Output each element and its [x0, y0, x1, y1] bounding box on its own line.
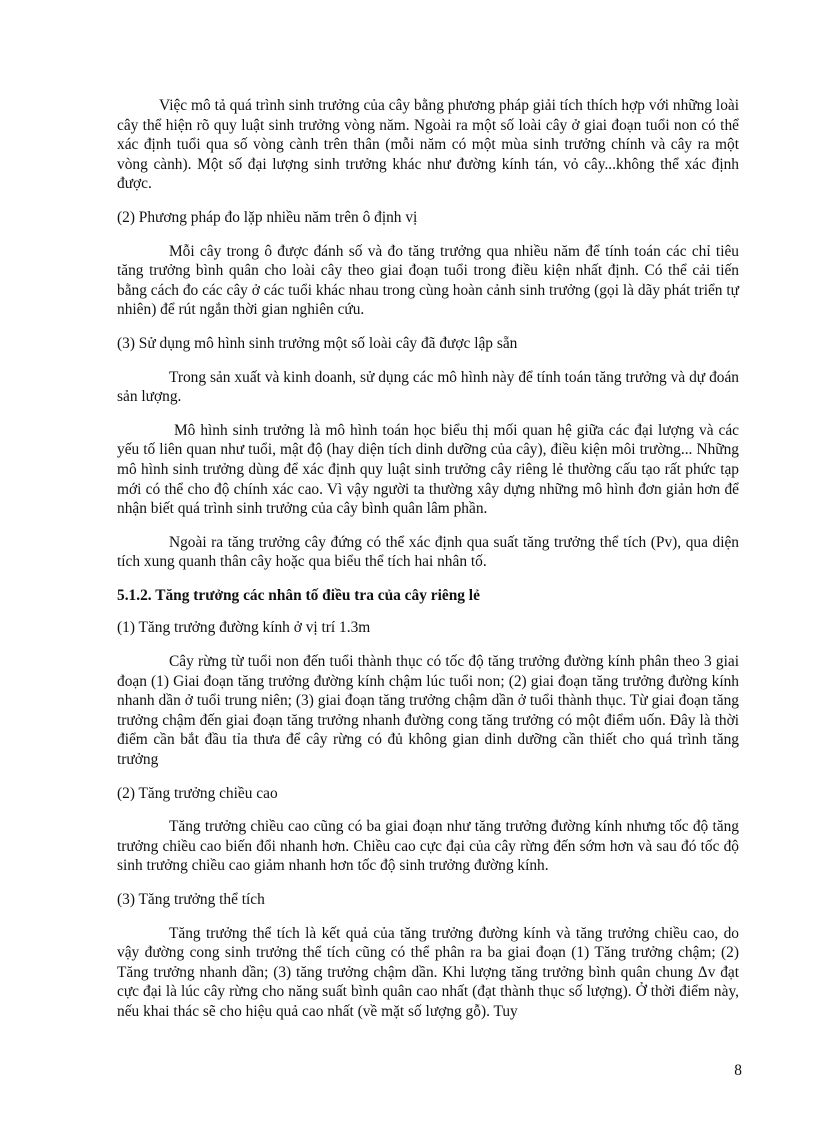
paragraph-repeated-measurement: Mỗi cây trong ô được đánh số và đo tăng trưởng qua nhiều năm để tính toán các chỉ tiêu tăng trưởng bình quân cho loài cây theo giai đoạn tuổi trong điều kiện nhất định. Có thể cải tiến bằng cách đo các cây ở các tuổi khác nhau trong cùng hoàn cảnh sinh trưởng (gọi là dãy phát triển tự nhiên) để rút ngắn thời gian nghiên cứu.	[117, 242, 739, 319]
paragraph-volume-growth: Tăng trưởng thể tích là kết quả của tăng trưởng đường kính và tăng trưởng chiều cao, do vậy đường cong sinh trưởng thể tích cũng có thể phân ra ba giai đoạn (1) Tăng trưởng chậm; (2) Tăng trưởng nhanh dần; (3) tăng trưởng chậm dần. Khi lượng tăng trưởng bình quân chung Δv đạt cực đại là lúc cây rừng cho năng suất bình quân cao nhất (đạt thành thục số lượng). Ở thời điểm này, nếu khai thác sẽ cho hiệu quả cao nhất (về mặt số lượng gỗ). Tuy	[117, 924, 739, 1020]
subheading-repeated-measurement: (2) Phương pháp đo lặp nhiều năm trên ô định vị	[117, 208, 418, 226]
subheading-diameter-growth: (1) Tăng trưởng đường kính ở vị trí 1.3m	[117, 619, 371, 637]
subheading-growth-models: (3) Sử dụng mô hình sinh trưởng một số loài cây đã được lập sẵn	[117, 334, 518, 352]
paragraph-volume-growth-rate: Ngoài ra tăng trưởng cây đứng có thể xác định qua suất tăng trưởng thể tích (Pv), qua diện tích xung quanh thân cây hoặc qua biểu thể tích hai nhân tố.	[117, 533, 739, 571]
section-heading-5-1-2: 5.1.2. Tăng trưởng các nhân tố điều tra của cây riêng lẻ	[117, 586, 480, 604]
page-content	[117, 96, 739, 1022]
paragraph-growth-model-definition: Mô hình sinh trưởng là mô hình toán học biểu thị mối quan hệ giữa các đại lượng và các yếu tố liên quan như tuổi, mật độ (hay diện tích dinh dưỡng của cây), điều kiện môi trường... Những mô hình sinh trưởng dùng để xác định quy luật sinh trưởng cây riêng lẻ thường cấu tạo rất phức tạp mới có thể cho độ chính xác cao. Vì vậy người ta thường xây dựng những mô hình đơn giản hơn để nhận biết quá trình sinh trưởng của cây bình quân lâm phần.	[117, 421, 739, 518]
paragraph-diameter-growth: Cây rừng từ tuổi non đến tuổi thành thục có tốc độ tăng trưởng đường kính phân theo 3 giai đoạn (1) Giai đoạn tăng trưởng đường kính chậm lúc tuổi non; (2) giai đoạn tăng trưởng đường kính nhanh dần ở tuổi trung niên; (3) giai đoạn tăng trưởng chậm dần ở tuổi thành thục. Từ giai đoạn tăng trưởng chậm đến giai đoạn tăng trưởng nhanh đường cong tăng trưởng có một điểm uốn. Đây là thời điểm cần bắt đầu tỉa thưa để cây rừng có đủ không gian dinh dưỡng cần thiết cho quá trình tăng trưởng	[117, 653, 739, 769]
subheading-height-growth: (2) Tăng trưởng chiều cao	[117, 784, 278, 802]
paragraph-analytic-method: Việc mô tả quá trình sinh trưởng của cây bằng phương pháp giải tích thích hợp với những loài cây thể hiện rõ quy luật sinh trưởng vòng năm. Ngoài ra một số loài cây ở giai đoạn tuổi non có thể xác định tuổi qua số vòng cành trên thân (mỗi năm có một mùa sinh trưởng chính và cây ra một vòng cành). Một số đại lượng sinh trưởng khác như đường kính tán, vỏ cây...không thể xác định được.	[117, 97, 739, 193]
paragraph-production-use: Trong sản xuất và kinh doanh, sử dụng các mô hình này để tính toán tăng trưởng và dự đoán sản lượng.	[117, 368, 739, 406]
paragraph-height-growth: Tăng trưởng chiều cao cũng có ba giai đoạn như tăng trưởng đường kính nhưng tốc độ tăng trưởng chiều cao biến đổi nhanh hơn. Chiều cao cực đại của cây rừng đến sớm hơn và sau đó tốc độ sinh trưởng chiều cao giảm nhanh hơn tốc độ sinh trưởng đường kính.	[117, 818, 739, 875]
page-number: 8	[734, 1062, 742, 1079]
subheading-volume-growth: (3) Tăng trưởng thể tích	[117, 891, 265, 908]
